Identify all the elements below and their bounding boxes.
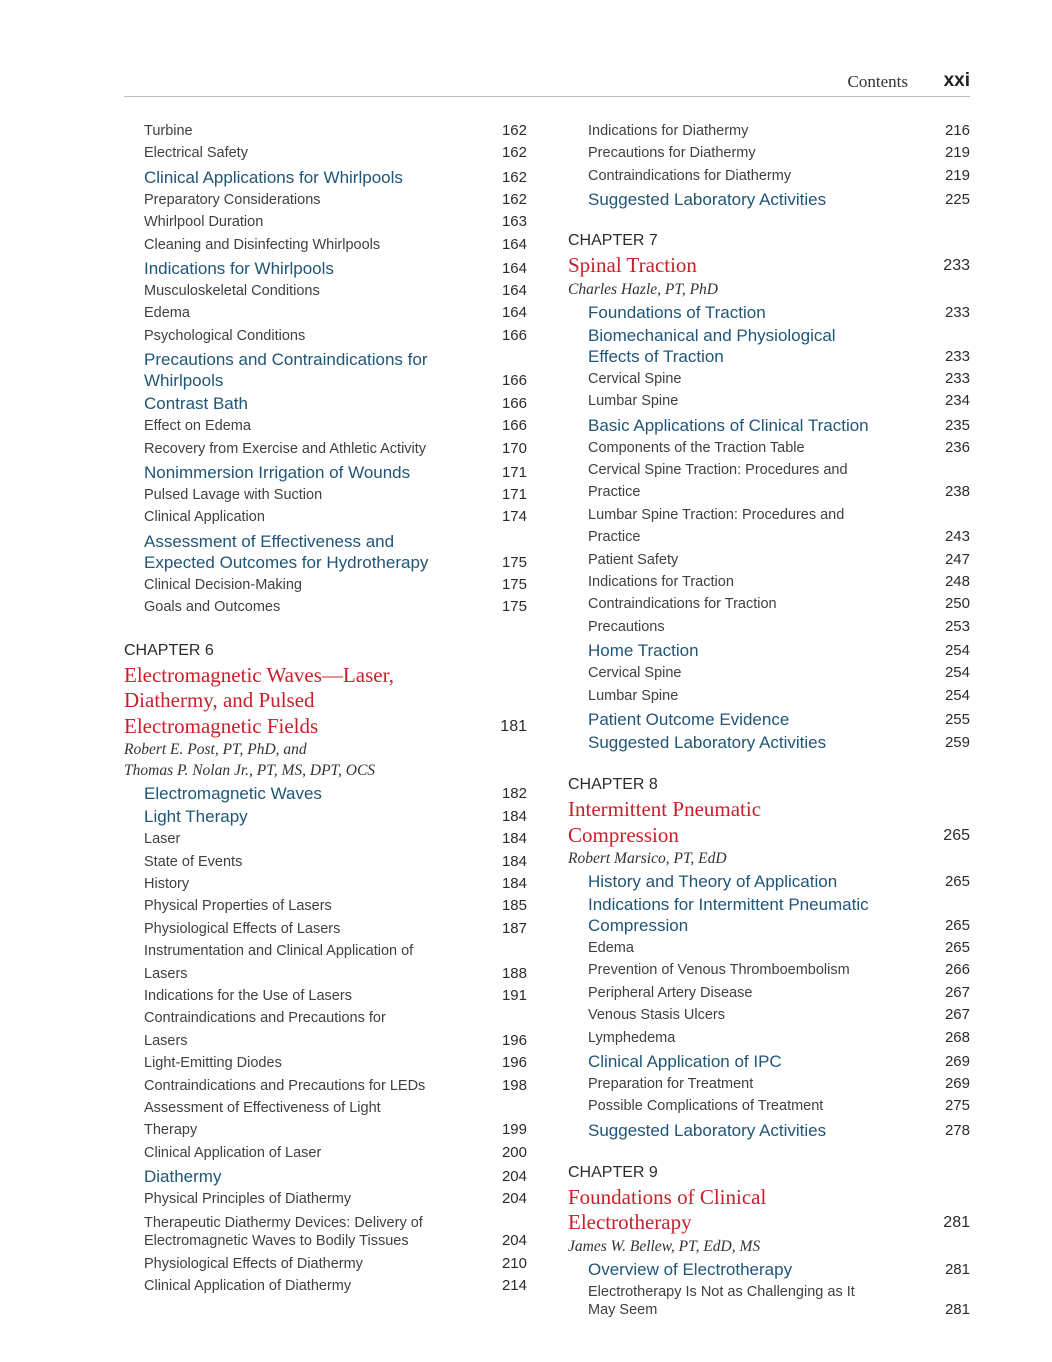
toc-subsection-title: Whirlpool Duration bbox=[144, 214, 264, 231]
toc-section[interactable] bbox=[568, 415, 970, 436]
chapter-title-page-number: 265 bbox=[943, 826, 970, 844]
toc-subsection-page-number: 184 bbox=[501, 875, 527, 892]
toc-subsection[interactable] bbox=[124, 1075, 527, 1097]
chapter-title[interactable] bbox=[124, 663, 527, 740]
toc-section-page-number: 233 bbox=[944, 347, 970, 365]
toc-subsection[interactable] bbox=[568, 120, 970, 142]
toc-section-page-number: 184 bbox=[501, 808, 527, 826]
toc-section[interactable] bbox=[124, 462, 527, 483]
toc-section-page-number: 233 bbox=[944, 303, 970, 321]
toc-section-page-number: 225 bbox=[944, 191, 970, 209]
toc-subsection-title: Laser bbox=[144, 831, 181, 848]
toc-section-page-number: 259 bbox=[944, 734, 970, 751]
toc-subsection-title: Electrical Safety bbox=[144, 145, 248, 162]
toc-section-page-number: 235 bbox=[944, 416, 970, 434]
toc-section[interactable] bbox=[568, 1120, 970, 1141]
toc-section-page-number: 265 bbox=[944, 873, 970, 890]
toc-section-title: Foundations of Traction bbox=[588, 302, 766, 322]
toc-subsection-page-number: 219 bbox=[944, 166, 970, 184]
toc-section[interactable] bbox=[568, 325, 970, 367]
toc-subsection[interactable] bbox=[124, 438, 527, 460]
toc-subsection-page-number: 166 bbox=[501, 326, 527, 344]
toc-subsection[interactable] bbox=[568, 165, 970, 187]
toc-subsection-title: Therapeutic Diathermy Devices: Delivery of Electromagnetic Waves to Bodily Tissues bbox=[144, 1214, 423, 1249]
toc-subsection-title: Contraindications for Traction bbox=[588, 596, 777, 613]
toc-subsection-title: Lumbar Spine bbox=[588, 393, 679, 410]
toc-subsection[interactable] bbox=[124, 234, 527, 256]
toc-subsection-page-number: 174 bbox=[501, 508, 527, 526]
toc-subsection-page-number: 171 bbox=[501, 486, 527, 504]
toc-subsection-page-number: 248 bbox=[944, 572, 970, 590]
toc-subsection-title: Instrumentation and Clinical Application of Lasers bbox=[144, 943, 414, 982]
toc-section[interactable] bbox=[568, 302, 970, 323]
toc-subsection-page-number: 265 bbox=[944, 939, 970, 956]
toc-subsection[interactable] bbox=[124, 1253, 527, 1275]
toc-section-page-number: 171 bbox=[501, 464, 527, 482]
toc-subsection-page-number: 170 bbox=[501, 439, 527, 457]
toc-subsection-title: Physical Principles of Diathermy bbox=[144, 1191, 352, 1208]
chapter-label: CHAPTER 9 bbox=[568, 1163, 658, 1181]
toc-section[interactable] bbox=[124, 167, 527, 188]
toc-subsection[interactable] bbox=[124, 415, 527, 437]
toc-subsection-page-number: 234 bbox=[944, 392, 970, 410]
chapter-title[interactable] bbox=[568, 797, 970, 848]
toc-subsection-page-number: 216 bbox=[944, 122, 970, 139]
toc-subsection-title: Goals and Outcomes bbox=[144, 599, 281, 616]
toc-subsection-title: Edema bbox=[588, 940, 634, 956]
toc-section-title: Biomechanical and Physiological Effects of Traction bbox=[588, 325, 836, 366]
toc-subsection-title: Light-Emitting Diodes bbox=[144, 1055, 282, 1072]
chapter-author: Charles Hazle, PT, PhD bbox=[568, 280, 718, 298]
toc-section-title: Indications for Whirlpools bbox=[144, 259, 334, 279]
toc-subsection-page-number: 185 bbox=[501, 897, 527, 915]
toc-subsection-title: Cervical Spine bbox=[588, 370, 682, 387]
toc-subsection-title: Cervical Spine Traction: Procedures and Practice bbox=[588, 461, 848, 501]
toc-subsection-title: Physical Properties of Lasers bbox=[144, 898, 332, 915]
toc-subsection[interactable] bbox=[124, 940, 527, 985]
toc-section[interactable] bbox=[124, 783, 527, 804]
toc-subsection-page-number: 281 bbox=[944, 1300, 970, 1318]
toc-subsection[interactable] bbox=[124, 1007, 527, 1052]
toc-subsection-page-number: 162 bbox=[501, 190, 527, 208]
toc-section-title: Overview of Electrotherapy bbox=[588, 1259, 793, 1279]
toc-subsection-title: Physiological Effects of Diathermy bbox=[144, 1255, 363, 1272]
toc-section-title: Nonimmersion Irrigation of Wounds bbox=[144, 463, 411, 483]
toc-subsection-page-number: 187 bbox=[501, 919, 527, 937]
toc-subsection-title: History bbox=[144, 876, 190, 892]
toc-subsection-page-number: 200 bbox=[501, 1143, 527, 1161]
toc-section[interactable] bbox=[124, 531, 527, 573]
toc-subsection-page-number: 275 bbox=[944, 1097, 970, 1115]
toc-subsection[interactable] bbox=[124, 211, 527, 233]
toc-section-title: Assessment of Effectiveness and Expected Outcomes for Hydrotherapy bbox=[144, 531, 429, 572]
toc-subsection-title: Components of the Traction Table bbox=[588, 439, 805, 456]
toc-subsection-title: Edema bbox=[144, 305, 190, 322]
toc-section-page-number: 204 bbox=[501, 1168, 527, 1186]
toc-subsection-title: Clinical Application of Laser bbox=[144, 1144, 322, 1161]
chapter-title[interactable] bbox=[568, 1185, 970, 1236]
toc-subsection-page-number: 266 bbox=[944, 961, 970, 979]
toc-subsection-page-number: 253 bbox=[944, 617, 970, 635]
chapter-title-page-number: 233 bbox=[943, 257, 970, 275]
toc-section-title: Clinical Applications for Whirlpools bbox=[144, 167, 403, 187]
toc-subsection-page-number: 199 bbox=[501, 1121, 527, 1139]
toc-section-title: History and Theory of Application bbox=[588, 872, 838, 891]
chapter-title-page-number: 281 bbox=[943, 1214, 970, 1232]
toc-section[interactable] bbox=[568, 1259, 970, 1280]
toc-subsection[interactable] bbox=[124, 120, 527, 142]
toc-subsection-title: Indications for Traction bbox=[588, 573, 734, 590]
toc-section-title: Home Traction bbox=[588, 641, 699, 661]
chapter-title[interactable] bbox=[568, 253, 970, 279]
toc-section-page-number: 162 bbox=[501, 168, 527, 186]
toc-subsection-page-number: 164 bbox=[501, 235, 527, 253]
chapter-label: CHAPTER 8 bbox=[568, 776, 658, 793]
toc-subsection-title: Clinical Application bbox=[144, 509, 265, 526]
toc-subsection-page-number: 164 bbox=[501, 304, 527, 322]
toc-section-title: Diathermy bbox=[144, 1167, 222, 1187]
toc-section-page-number: 254 bbox=[944, 642, 970, 660]
running-header-label: Contents bbox=[847, 72, 908, 91]
toc-subsection-title: Turbine bbox=[144, 123, 193, 139]
toc-subsection-title: Preparatory Considerations bbox=[144, 191, 321, 208]
chapter-title-title: Intermittent Pneumatic Compression bbox=[568, 797, 762, 847]
toc-subsection-page-number: 268 bbox=[944, 1028, 970, 1046]
toc-subsection[interactable] bbox=[568, 593, 970, 615]
toc-subsection[interactable] bbox=[124, 142, 527, 164]
chapter-title-title: Spinal Traction bbox=[568, 253, 697, 278]
toc-subsection-title: Contraindications and Precautions for Lasers bbox=[144, 1010, 386, 1049]
toc-subsection[interactable] bbox=[568, 549, 970, 571]
toc-subsection[interactable] bbox=[568, 459, 970, 504]
toc-subsection[interactable] bbox=[124, 189, 527, 211]
chapter-author: James W. Bellew, PT, EdD, MS bbox=[568, 1237, 761, 1255]
toc-subsection-page-number: 210 bbox=[501, 1254, 527, 1272]
toc-section[interactable] bbox=[568, 732, 970, 753]
toc-section-page-number: 164 bbox=[501, 260, 527, 278]
toc-subsection-title: State of Events bbox=[144, 853, 243, 870]
page-number: xxi bbox=[943, 70, 970, 91]
toc-subsection-title: Assessment of Effectiveness of Light Therapy bbox=[144, 1100, 381, 1139]
toc-subsection-page-number: 188 bbox=[501, 964, 527, 982]
toc-subsection[interactable] bbox=[124, 325, 527, 347]
toc-subsection-page-number: 219 bbox=[944, 144, 970, 162]
chapter-author: Robert E. Post, PT, PhD, and bbox=[124, 741, 307, 759]
toc-section[interactable] bbox=[568, 640, 970, 661]
toc-subsection[interactable] bbox=[124, 828, 527, 850]
toc-subsection-title: Lumbar Spine Traction: Procedures and Practice bbox=[588, 506, 845, 546]
toc-subsection[interactable] bbox=[124, 484, 527, 506]
toc-subsection-page-number: 196 bbox=[501, 1031, 527, 1049]
chapter-title-title: Foundations of Clinical Electrotherapy bbox=[568, 1184, 767, 1235]
toc-subsection-page-number: 254 bbox=[944, 686, 970, 704]
toc-section[interactable] bbox=[568, 894, 970, 936]
toc-subsection-title: Cleaning and Disinfecting Whirlpools bbox=[144, 236, 381, 253]
chapter-title-title: Electromagnetic Waves—Laser, Diathermy, and Pulsed Electromagnetic Fields bbox=[124, 662, 394, 738]
toc-subsection[interactable] bbox=[568, 368, 970, 390]
running-header bbox=[124, 70, 970, 97]
toc-section-page-number: 265 bbox=[944, 917, 970, 934]
toc-subsection-page-number: 204 bbox=[501, 1190, 527, 1208]
toc-subsection[interactable] bbox=[568, 1283, 970, 1319]
toc-subsection-page-number: 184 bbox=[501, 830, 527, 848]
toc-subsection-title: Psychological Conditions bbox=[144, 327, 306, 344]
toc-subsection[interactable] bbox=[124, 596, 527, 618]
toc-subsection[interactable] bbox=[124, 873, 527, 895]
toc-subsection-page-number: 236 bbox=[944, 438, 970, 456]
toc-subsection-page-number: 269 bbox=[944, 1075, 970, 1093]
toc-subsection[interactable] bbox=[568, 1027, 970, 1049]
toc-subsection-title: Clinical Decision-Making bbox=[144, 576, 302, 593]
toc-subsection[interactable] bbox=[124, 1214, 527, 1250]
toc-subsection-page-number: 166 bbox=[501, 417, 527, 435]
toc-subsection-page-number: 175 bbox=[501, 575, 527, 593]
toc-section-title: Indications for Intermittent Pneumatic Compression bbox=[588, 895, 869, 935]
chapter-title-page-number: 181 bbox=[500, 717, 527, 735]
toc-section[interactable] bbox=[124, 393, 527, 414]
toc-subsection-page-number: 233 bbox=[944, 369, 970, 387]
toc-section-title: Light Therapy bbox=[144, 807, 248, 827]
toc-subsection[interactable] bbox=[124, 1188, 527, 1210]
toc-subsection-title: Lumbar Spine bbox=[588, 687, 679, 704]
toc-subsection[interactable] bbox=[568, 1073, 970, 1095]
toc-subsection[interactable] bbox=[568, 504, 970, 549]
toc-subsection-page-number: 243 bbox=[944, 528, 970, 546]
toc-section-title: Electromagnetic Waves bbox=[144, 784, 322, 804]
toc-subsection[interactable] bbox=[124, 280, 527, 302]
toc-subsection[interactable] bbox=[124, 851, 527, 873]
toc-subsection-page-number: 267 bbox=[944, 983, 970, 1001]
toc-subsection-title: Physiological Effects of Lasers bbox=[144, 920, 341, 937]
toc-subsection[interactable] bbox=[124, 506, 527, 528]
toc-subsection-title: Indications for the Use of Lasers bbox=[144, 988, 352, 1005]
toc-subsection[interactable] bbox=[124, 918, 527, 940]
toc-subsection[interactable] bbox=[568, 959, 970, 981]
toc-section[interactable] bbox=[568, 1051, 970, 1072]
toc-subsection[interactable] bbox=[568, 982, 970, 1004]
toc-subsection[interactable] bbox=[568, 571, 970, 593]
toc-subsection-page-number: 204 bbox=[501, 1231, 527, 1249]
toc-subsection-title: Preparation for Treatment bbox=[588, 1076, 754, 1093]
toc-section-page-number: 166 bbox=[501, 395, 527, 413]
toc-subsection-page-number: 250 bbox=[944, 595, 970, 613]
toc-subsection[interactable] bbox=[568, 390, 970, 412]
toc-subsection[interactable] bbox=[568, 685, 970, 707]
toc-subsection-title: Effect on Edema bbox=[144, 418, 251, 435]
toc-subsection-title: Contraindications and Precautions for LEDs bbox=[144, 1077, 426, 1094]
toc-subsection-page-number: 267 bbox=[944, 1006, 970, 1024]
toc-section-page-number: 166 bbox=[501, 372, 527, 390]
toc-section-page-number: 278 bbox=[944, 1121, 970, 1139]
toc-section-title: Suggested Laboratory Activities bbox=[588, 1120, 827, 1140]
toc-subsection-title: Peripheral Artery Disease bbox=[588, 984, 753, 1001]
toc-subsection[interactable] bbox=[568, 1095, 970, 1117]
toc-subsection-page-number: 162 bbox=[501, 144, 527, 162]
toc-section-page-number: 281 bbox=[944, 1260, 970, 1278]
toc-subsection-page-number: 254 bbox=[944, 664, 970, 682]
chapter-label: CHAPTER 6 bbox=[124, 641, 214, 659]
toc-section[interactable] bbox=[124, 1166, 527, 1187]
toc-subsection-page-number: 191 bbox=[501, 987, 527, 1005]
toc-subsection-title: Clinical Application of Diathermy bbox=[144, 1278, 352, 1295]
toc-section[interactable] bbox=[124, 806, 527, 827]
toc-subsection[interactable] bbox=[124, 1275, 527, 1297]
toc-subsection-title: Precautions bbox=[588, 618, 665, 635]
toc-subsection[interactable] bbox=[124, 1142, 527, 1164]
toc-section[interactable] bbox=[124, 258, 527, 279]
toc-subsection-title: Cervical Spine bbox=[588, 665, 682, 682]
chapter-label: CHAPTER 7 bbox=[568, 232, 658, 250]
toc-subsection-title: Recovery from Exercise and Athletic Activity bbox=[144, 440, 427, 457]
toc-subsection-title: Lymphedema bbox=[588, 1029, 676, 1046]
toc-subsection-title: Patient Safety bbox=[588, 551, 679, 568]
toc-section[interactable] bbox=[568, 709, 970, 730]
toc-section-page-number: 255 bbox=[944, 711, 970, 728]
toc-subsection[interactable] bbox=[124, 302, 527, 324]
toc-subsection[interactable] bbox=[124, 985, 527, 1007]
toc-subsection-page-number: 198 bbox=[501, 1076, 527, 1094]
toc-section-title: Suggested Laboratory Activities bbox=[588, 733, 827, 752]
toc-subsection-title: Musculoskeletal Conditions bbox=[144, 283, 320, 300]
toc-section-title: Precautions and Contraindications for Whirlpools bbox=[144, 350, 428, 391]
toc-subsection-page-number: 163 bbox=[501, 213, 527, 231]
toc-subsection-title: Prevention of Venous Thromboembolism bbox=[588, 962, 850, 979]
toc-column-right bbox=[568, 120, 970, 1322]
toc-subsection[interactable] bbox=[124, 1097, 527, 1142]
toc-subsection[interactable] bbox=[568, 1004, 970, 1026]
toc-section[interactable] bbox=[568, 871, 970, 892]
toc-subsection-page-number: 214 bbox=[501, 1277, 527, 1295]
toc-subsection[interactable] bbox=[124, 1052, 527, 1074]
chapter-author: Robert Marsico, PT, EdD bbox=[568, 850, 727, 867]
toc-section-title: Clinical Application of IPC bbox=[588, 1052, 782, 1072]
toc-subsection-title: Electrotherapy Is Not as Challenging as It May Seem bbox=[588, 1283, 855, 1318]
toc-section-title: Basic Applications of Clinical Traction bbox=[588, 415, 869, 435]
toc-section[interactable] bbox=[124, 349, 527, 391]
toc-subsection[interactable] bbox=[568, 616, 970, 638]
toc-subsection-page-number: 162 bbox=[501, 122, 527, 139]
toc-section-page-number: 175 bbox=[501, 553, 527, 571]
toc-subsection[interactable] bbox=[568, 662, 970, 684]
toc-column-left bbox=[124, 120, 527, 1298]
toc-subsection[interactable] bbox=[568, 142, 970, 164]
toc-subsection[interactable] bbox=[124, 574, 527, 596]
toc-subsection-page-number: 238 bbox=[944, 483, 970, 501]
toc-subsection-page-number: 184 bbox=[501, 852, 527, 870]
toc-subsection-title: Possible Complications of Treatment bbox=[588, 1098, 824, 1115]
toc-subsection-title: Precautions for Diathermy bbox=[588, 145, 756, 162]
toc-section-page-number: 182 bbox=[501, 785, 527, 803]
toc-subsection-page-number: 247 bbox=[944, 550, 970, 568]
toc-subsection-page-number: 175 bbox=[501, 598, 527, 616]
toc-subsection-title: Venous Stasis Ulcers bbox=[588, 1007, 726, 1024]
toc-section-title: Contrast Bath bbox=[144, 394, 248, 414]
toc-subsection-title: Indications for Diathermy bbox=[588, 123, 749, 139]
toc-subsection[interactable] bbox=[568, 937, 970, 959]
toc-subsection-page-number: 164 bbox=[501, 282, 527, 300]
toc-subsection-title: Contraindications for Diathermy bbox=[588, 167, 792, 184]
toc-subsection-title: Pulsed Lavage with Suction bbox=[144, 487, 323, 504]
toc-section-title: Patient Outcome Evidence bbox=[588, 710, 790, 729]
toc-subsection[interactable] bbox=[124, 895, 527, 917]
toc-section-page-number: 269 bbox=[944, 1053, 970, 1071]
toc-subsection-page-number: 196 bbox=[501, 1054, 527, 1072]
toc-section-title: Suggested Laboratory Activities bbox=[588, 190, 827, 210]
chapter-author: Thomas P. Nolan Jr., PT, MS, DPT, OCS bbox=[124, 762, 376, 780]
toc-subsection[interactable] bbox=[568, 437, 970, 459]
toc-section[interactable] bbox=[568, 189, 970, 210]
